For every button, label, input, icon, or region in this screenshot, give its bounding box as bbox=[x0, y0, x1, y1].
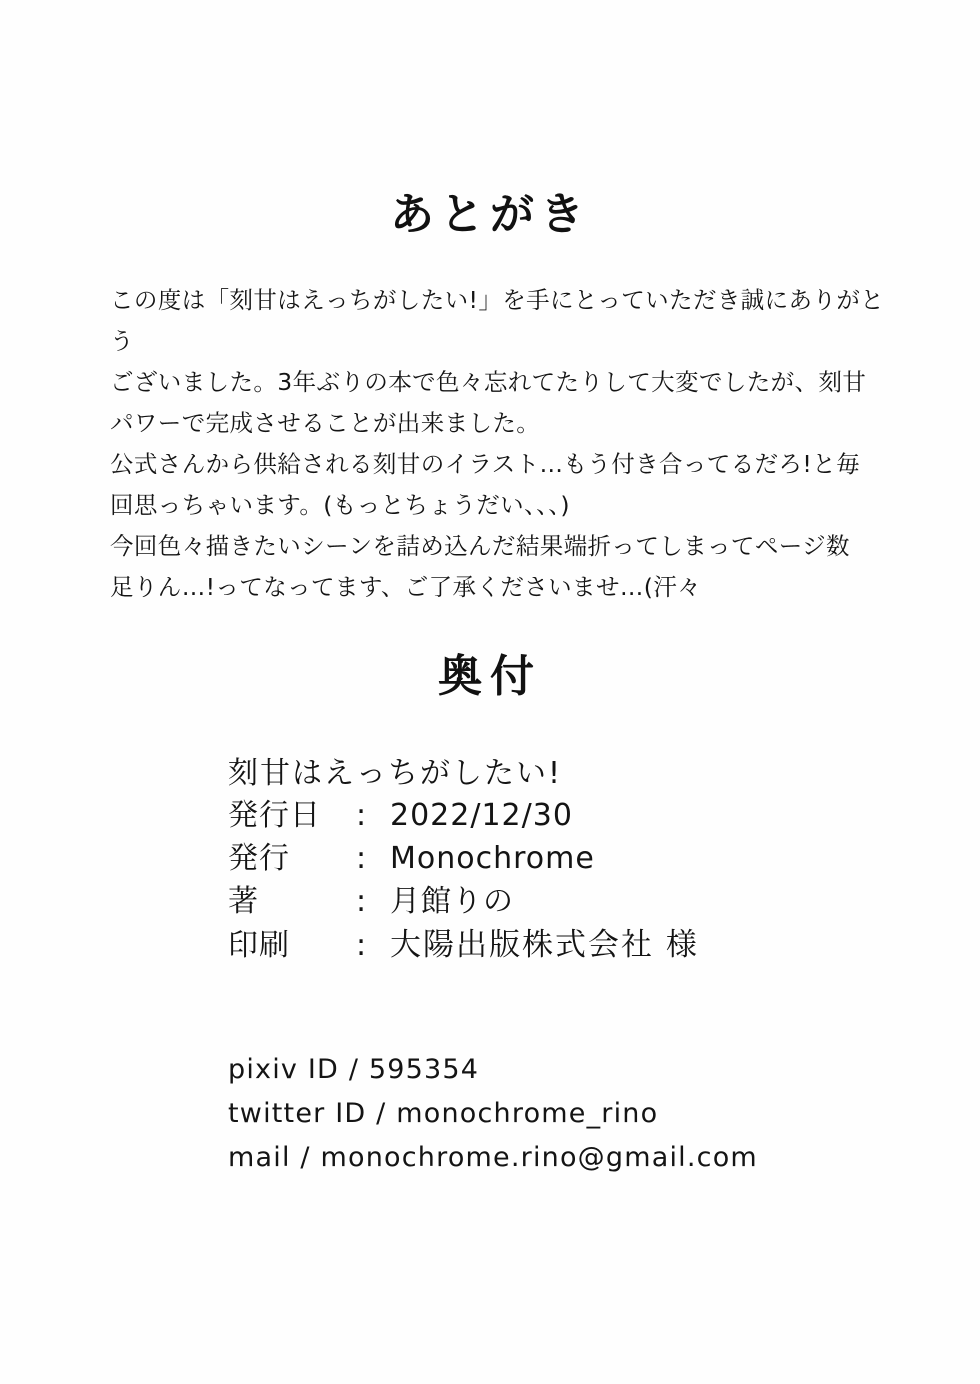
colophon-value: 大陽出版株式会社 様 bbox=[390, 927, 699, 963]
afterword-line: 足りん…!ってなってます、ご了承くださいませ…(汗々 bbox=[110, 573, 702, 601]
afterword-line: パワーで完成させることが出来ました。 bbox=[110, 409, 541, 437]
afterword-line: 今回色々描きたいシーンを詰め込んだ結果端折ってしまってページ数 bbox=[110, 532, 850, 560]
colophon-separator: : bbox=[356, 884, 368, 919]
colophon-label: 著 bbox=[228, 884, 259, 919]
colophon-row bbox=[228, 790, 868, 833]
contact-pixiv: pixiv ID / 595354 bbox=[228, 1054, 480, 1085]
afterword-heading: あとがき bbox=[390, 189, 590, 240]
colophon-row bbox=[228, 876, 868, 919]
colophon-value: Monochrome bbox=[390, 841, 595, 876]
colophon-label: 発行 bbox=[228, 841, 290, 876]
afterword-line: 公式さんから供給される刻甘のイラスト…もう付き合ってるだろ!と毎 bbox=[110, 450, 861, 478]
colophon-separator: : bbox=[356, 798, 368, 833]
contact-mail: mail / monochrome.rino@gmail.com bbox=[228, 1142, 758, 1173]
colophon-label: 発行日 bbox=[228, 798, 321, 833]
colophon-work-title: 刻甘はえっちがしたい! bbox=[228, 756, 563, 791]
afterword-body bbox=[110, 280, 900, 608]
colophon-label: 印刷 bbox=[228, 928, 290, 963]
colophon-row bbox=[228, 919, 868, 962]
afterword-line: ございました。3年ぶりの本で色々忘れてたりして大変でしたが、刻甘 bbox=[110, 368, 867, 396]
contact-twitter: twitter ID / monochrome_rino bbox=[228, 1098, 659, 1129]
colophon-separator: : bbox=[356, 841, 368, 876]
colophon-rows bbox=[228, 790, 868, 962]
colophon-heading: 奥付 bbox=[438, 651, 542, 702]
colophon-value: 2022/12/30 bbox=[390, 798, 573, 833]
afterword-line: この度は「刻甘はえっちがしたい!」を手にとっていただき誠にありがとう bbox=[110, 286, 885, 355]
afterword-line: 回思っちゃいます。(もっとちょうだい、、、) bbox=[110, 491, 571, 519]
contact-list bbox=[228, 1048, 908, 1180]
colophon-value: 月館りの bbox=[390, 884, 514, 919]
colophon-separator: : bbox=[356, 928, 368, 963]
colophon-row bbox=[228, 833, 868, 876]
